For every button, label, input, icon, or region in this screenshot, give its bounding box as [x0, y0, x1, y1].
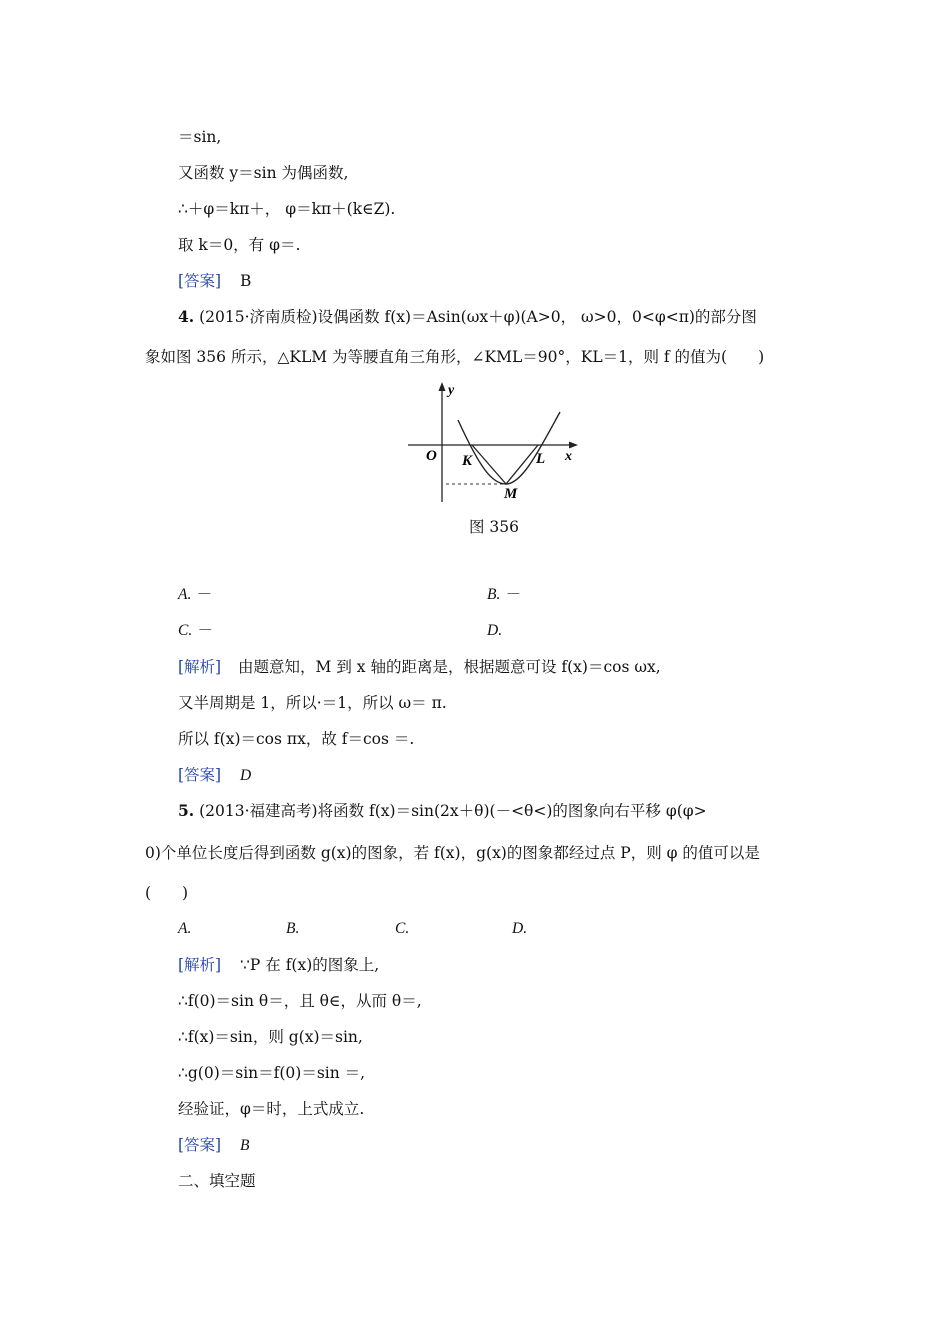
solution-5-line5: 经验证，φ＝时，上式成立. [178, 1100, 365, 1118]
solution-5-line4: ∴g(0)＝sin＝f(0)＝sin ＝, [178, 1064, 366, 1082]
solution-tag: [解析] [178, 658, 222, 676]
triangle-side-km [472, 445, 506, 484]
text-line: 又函数 y＝sin 为偶函数, [178, 164, 349, 182]
solution-5-line3: ∴f(x)＝sin，则 g(x)＝sin, [178, 1028, 363, 1046]
origin-label: O [426, 448, 437, 464]
x-axis-arrow [569, 442, 578, 449]
question-number: 4. [178, 307, 195, 326]
option-a: A. － [178, 586, 211, 603]
answer-line [178, 271, 251, 291]
answer-value: D [240, 767, 252, 784]
solution-text: 由题意知，M 到 x 轴的距离是，根据题意可设 f(x)＝cos ωx, [238, 658, 661, 676]
figure-356 [400, 380, 590, 505]
solution-5-line1 [178, 955, 379, 975]
text-line: ∴＋φ＝kπ＋， φ＝kπ＋(k∈Z). [178, 200, 396, 218]
k-label: K [462, 453, 473, 469]
answer-tag: [答案] [178, 766, 222, 784]
question-5-line2: 0)个单位长度后得到函数 g(x)的图象，若 f(x)，g(x)的图象都经过点 P，则 φ 的值可以是 [145, 844, 760, 862]
answer-tag: [答案] [178, 272, 222, 290]
solution-5-line2: ∴f(0)＝sin θ＝，且 θ∈，从而 θ＝, [178, 992, 422, 1010]
question-5-line1 [178, 801, 707, 821]
section-heading: 二、填空题 [178, 1172, 256, 1190]
option-c: C. － [178, 622, 212, 639]
question-4-line2: 象如图 356 所示，△KLM 为等腰直角三角形，∠KML＝90°，KL＝1，则 f 的值为( ) [145, 348, 765, 366]
answer-line [178, 765, 251, 786]
solution-text: ∵P 在 f(x)的图象上, [240, 956, 380, 974]
answer-tag: [答案] [178, 1136, 222, 1154]
text-line: ＝sin, [178, 128, 222, 146]
triangle-side-ml [506, 445, 538, 484]
x-label: x [565, 449, 572, 464]
answer-line [178, 1135, 250, 1156]
question-5-line3: ( ) [145, 884, 189, 902]
question-number: 5. [178, 801, 195, 820]
solution-4-line3: 所以 f(x)＝cos πx，故 f＝cos ＝. [178, 730, 415, 748]
cosine-curve [458, 412, 560, 484]
option-d: D. [487, 622, 503, 639]
solution-4-line2: 又半周期是 1，所以·＝1，所以 ω＝ π. [178, 694, 447, 712]
answer-value: B [240, 1137, 250, 1154]
sine-graph [400, 380, 590, 505]
figure-caption: 图 356 [469, 518, 520, 536]
question-text: (2013·福建高考)将函数 f(x)＝sin(2x＋θ)(－<θ<)的图象向右平移 φ(φ> [199, 802, 707, 820]
y-axis-arrow [439, 382, 446, 391]
l-label: L [536, 451, 546, 467]
question-4-line1 [178, 307, 757, 327]
q5-option-a: A. [178, 920, 192, 937]
answer-value: B [240, 272, 252, 290]
solution-4-line1 [178, 657, 661, 677]
question-text: (2015·济南质检)设偶函数 f(x)＝Asin(ωx＋φ)(A>0， ω>0，0<φ<π)的部分图 [199, 308, 757, 326]
solution-tag: [解析] [178, 956, 222, 974]
y-label: y [448, 383, 455, 398]
q5-option-d: D. [512, 920, 528, 937]
q5-option-c: C. [395, 920, 410, 937]
m-label: M [504, 486, 518, 502]
q5-option-b: B. [286, 920, 300, 937]
text-line: 取 k＝0，有 φ＝. [178, 236, 301, 254]
option-b: B. － [487, 586, 520, 603]
